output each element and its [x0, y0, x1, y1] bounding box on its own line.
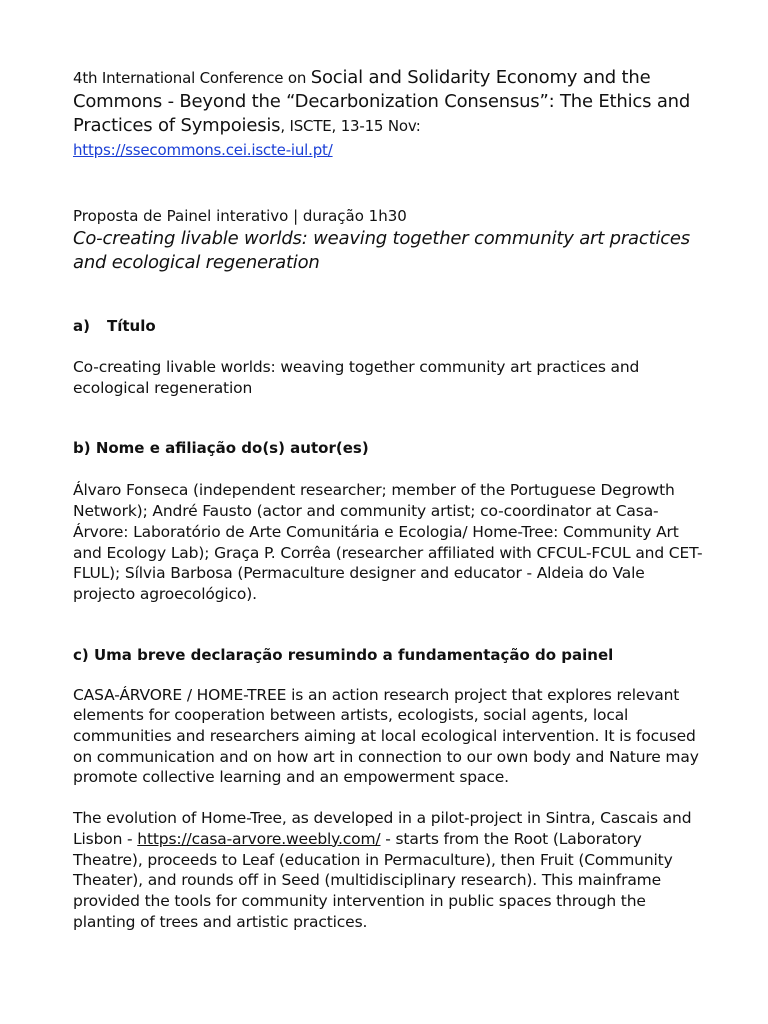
document-page	[73, 66, 703, 932]
header-edition-text: 4th International Conference on	[73, 69, 311, 87]
section-c-paragraph-2-after: - starts from the Root (Laboratory Theatre), proceeds to Leaf (education in Permaculture), then Fruit (Community Theater), and rounds off in Seed (multidisciplinary research). This mainframe provided the tools for community intervention in public spaces through the planting of trees and artistic practices.	[73, 829, 673, 931]
section-c-paragraph-2-before: The evolution of Home-Tree, as developed in a pilot-project in Sintra, Cascais and Lisbon -	[73, 809, 692, 848]
conference-website-link[interactable]: https://ssecommons.cei.iscte-iul.pt/	[73, 141, 333, 159]
casa-arvore-website-link[interactable]: https://casa-arvore.weebly.com/	[137, 829, 381, 848]
header-conference-title: Social and Solidarity Economy and the Commons - Beyond the “Decarbonization Consensus”: The Ethics and Practices of Sympoiesis	[73, 67, 691, 136]
section-a-paragraph: Co-creating livable worlds: weaving together community art practices and ecological regeneration	[73, 358, 640, 397]
section-c-heading: c) Uma breve declaração resumindo a fundamentação do painel	[73, 645, 614, 664]
proposal-type-line: Proposta de Painel interativo | duração 1h30	[73, 207, 407, 225]
section-c-paragraph-2	[73, 808, 703, 932]
section-a-title: Título	[107, 317, 156, 335]
section-a-marker: a)	[73, 317, 90, 335]
conference-header	[73, 66, 703, 162]
section-b-heading: b) Nome e afiliação do(s) autor(es)	[73, 439, 369, 458]
section-c-paragraph-1: CASA-ÁRVORE / HOME-TREE is an action research project that explores relevant elements for cooperation between artists, ecologists, social agents, local communities and researchers aiming at local ecological intervention. It is focused on communication and on how art in connection to our own body and Nature may promote collective learning and an empowerment space.	[73, 685, 699, 787]
proposal-title: Co-creating livable worlds: weaving together community art practices and ecological regeneration	[73, 228, 690, 273]
header-venue-date: , ISCTE, 13-15 Nov:	[280, 117, 421, 135]
section-b-paragraph: Álvaro Fonseca (independent researcher; member of the Portuguese Degrowth Network); André Fausto (actor and community artist; co-coordinator at Casa-Árvore: Laboratório de Arte Comunitária e Ecologia/ Home-Tree: Community Art and Ecology Lab); Graça P. Corrêa (researcher affiliated with CFCUL-FCUL and CET-FLUL); Sílvia Barbosa (Permaculture designer and educator - Aldeia do Vale projecto agroecológico).	[73, 481, 703, 603]
section-a-heading	[73, 316, 703, 336]
